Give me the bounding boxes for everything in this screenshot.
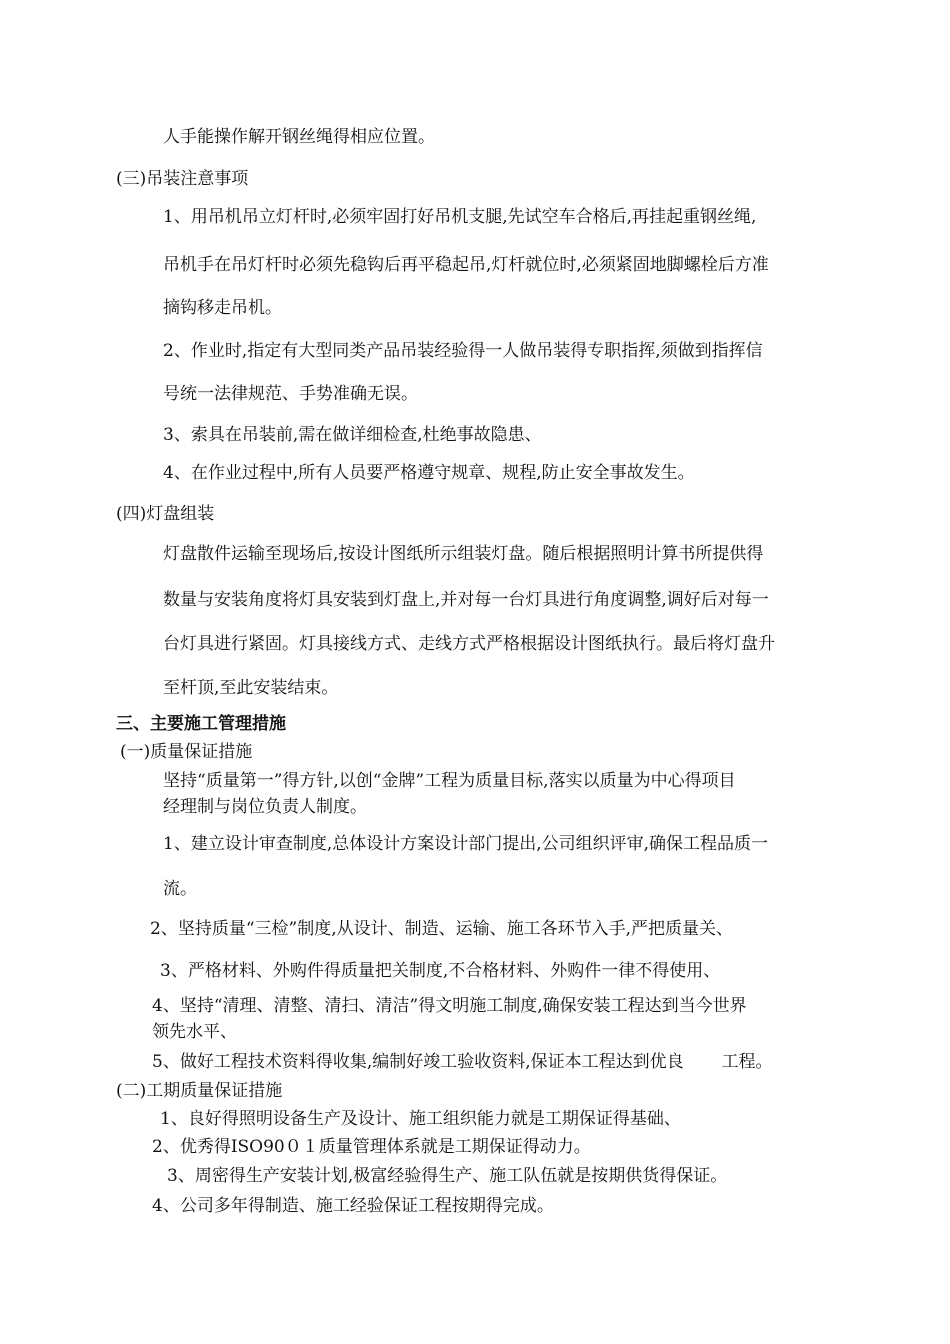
text-line: 3、索具在吊装前,需在做详细检查,杜绝事故隐患、	[163, 425, 542, 445]
text-line: 人手能操作解开钢丝绳得相应位置。	[163, 127, 435, 147]
text-line: 3、周密得生产安装计划,极富经验得生产、施工队伍就是按期供货得保证。	[167, 1166, 728, 1186]
text-line: 2、作业时,指定有大型同类产品吊装经验得一人做吊装得专职指挥,须做到指挥信	[163, 341, 763, 361]
text-line: 数量与安装角度将灯具安装到灯盘上,并对每一台灯具进行角度调整,调好后对每一	[163, 590, 769, 610]
text-line: 1、用吊机吊立灯杆时,必须牢固打好吊机支腿,先试空车合格后,再挂起重钢丝绳,	[163, 207, 757, 227]
text-line: 2、优秀得ISO90０１质量管理体系就是工期保证得动力。	[152, 1137, 591, 1157]
text-line: 领先水平、	[152, 1022, 237, 1042]
text-line: 吊机手在吊灯杆时必须先稳钩后再平稳起吊,灯杆就位时,必须紧固地脚螺栓后方准	[163, 255, 769, 275]
text-line: 坚持“质量第一”得方针,以创“金牌”工程为质量目标,落实以质量为中心得项目	[163, 771, 736, 791]
chapter-heading: 三、主要施工管理措施	[116, 714, 286, 734]
text-line: 流。	[163, 879, 197, 899]
text-line: 摘钩移走吊机。	[163, 298, 282, 318]
section-heading: (一)质量保证措施	[120, 742, 253, 762]
text-line: 1、建立设计审查制度,总体设计方案设计部门提出,公司组织评审,确保工程品质一	[163, 834, 769, 854]
text-line: 4、公司多年得制造、施工经验保证工程按期得完成。	[152, 1196, 554, 1216]
section-heading: (二)工期质量保证措施	[116, 1081, 283, 1101]
text-line: 至杆顶,至此安装结束。	[163, 678, 339, 698]
text-line: 1、良好得照明设备生产及设计、施工组织能力就是工期保证得基础、	[160, 1109, 681, 1129]
text-line: 4、在作业过程中,所有人员要严格遵守规章、规程,防止安全事故发生。	[163, 463, 695, 483]
text-line: 灯盘散件运输至现场后,按设计图纸所示组装灯盘。随后根据照明计算书所提供得	[163, 544, 764, 564]
section-heading: (四)灯盘组装	[116, 504, 215, 524]
text-line: 号统一法律规范、手势准确无误。	[163, 384, 418, 404]
section-heading: (三)吊装注意事项	[116, 169, 249, 189]
text-line: 3、严格材料、外购件得质量把关制度,不合格材料、外购件一律不得使用、	[160, 961, 721, 981]
text-line: 2、坚持质量“三检”制度,从设计、制造、运输、施工各环节入手,严把质量关、	[150, 919, 734, 939]
text-line: 5、做好工程技术资料得收集,编制好竣工验收资料,保证本工程达到优良 工程。	[152, 1052, 773, 1072]
text-line: 台灯具进行紧固。灯具接线方式、走线方式严格根据设计图纸执行。最后将灯盘升	[163, 634, 775, 654]
text-line: 经理制与岗位负责人制度。	[163, 797, 367, 817]
text-line: 4、坚持“清理、清整、清扫、清洁”得文明施工制度,确保安装工程达到当今世界	[152, 996, 747, 1016]
